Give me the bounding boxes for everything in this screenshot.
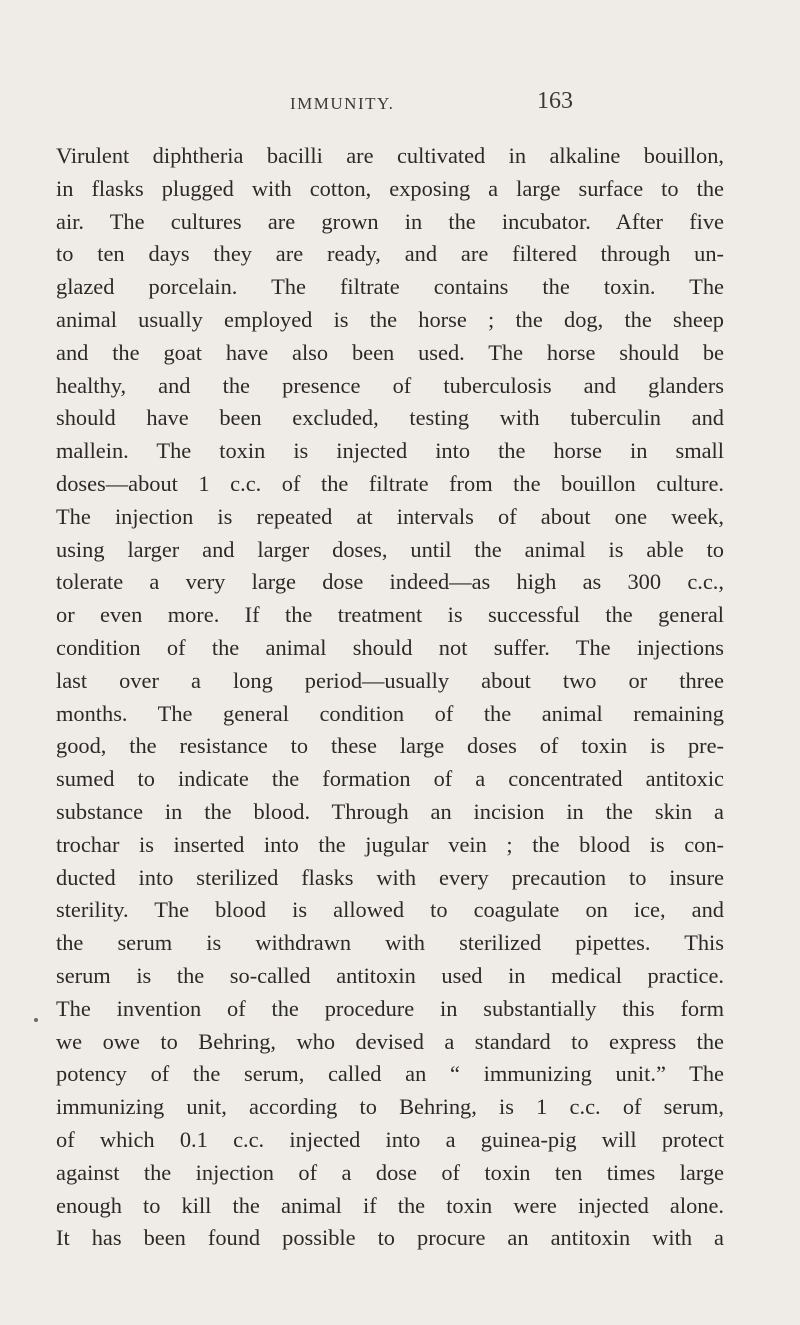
running-title: IMMUNITY. bbox=[290, 94, 395, 113]
text-line: the serum is withdrawn with sterilized pipettes. This bbox=[56, 930, 724, 956]
text-line: we owe to Behring, who devised a standard to express the bbox=[56, 1028, 724, 1054]
text-line: serum is the so-called antitoxin used in medical practice. bbox=[56, 962, 724, 988]
text-line: or even more. If the treatment is successful the general bbox=[56, 602, 724, 628]
text-line: enough to kill the animal if the toxin were injected alone. bbox=[56, 1192, 724, 1218]
text-line: months. The general condition of the animal remaining bbox=[56, 700, 724, 726]
text-line: sterility. The blood is allowed to coagulate on ice, and bbox=[56, 897, 724, 923]
text-line: It has been found possible to procure an antitoxin with a bbox=[56, 1225, 724, 1251]
text-line: trochar is inserted into the jugular vein ; the blood is con- bbox=[56, 831, 724, 857]
text-line: using larger and larger doses, until the animal is able to bbox=[56, 536, 724, 562]
text-line: should have been excluded, testing with tuberculin and bbox=[56, 405, 724, 431]
text-line: ducted into sterilized flasks with every precaution to insure bbox=[56, 864, 724, 890]
text-line: and the goat have also been used. The horse should be bbox=[56, 339, 724, 365]
text-line: good, the resistance to these large doses of toxin is pre- bbox=[56, 733, 724, 759]
running-head bbox=[0, 88, 800, 128]
text-line: to ten days they are ready, and are filtered through un- bbox=[56, 241, 724, 267]
margin-speck bbox=[34, 1018, 38, 1022]
text-line: sumed to indicate the formation of a concentrated antitoxic bbox=[56, 766, 724, 792]
text-line: Virulent diphtheria bacilli are cultivated in alkaline bouillon, bbox=[56, 143, 724, 168]
text-line: immunizing unit, according to Behring, is 1 c.c. of serum, bbox=[56, 1094, 724, 1120]
text-line: tolerate a very large dose indeed—as high as 300 c.c., bbox=[56, 569, 724, 595]
text-line: air. The cultures are grown in the incubator. After five bbox=[56, 208, 724, 234]
text-line: The invention of the procedure in substantially this form bbox=[56, 995, 724, 1021]
text-line: substance in the blood. Through an incision in the skin a bbox=[56, 798, 724, 824]
body-text bbox=[56, 140, 724, 1255]
text-line: against the injection of a dose of toxin ten times large bbox=[56, 1159, 724, 1185]
text-line: The injection is repeated at intervals of about one week, bbox=[56, 503, 724, 529]
text-line: of which 0.1 c.c. injected into a guinea-pig will protect bbox=[56, 1126, 724, 1152]
text-line: mallein. The toxin is injected into the horse in small bbox=[56, 438, 724, 464]
text-line: potency of the serum, called an “ immunizing unit.” The bbox=[56, 1061, 724, 1087]
text-line: animal usually employed is the horse ; the dog, the sheep bbox=[56, 306, 724, 332]
text-line: doses—about 1 c.c. of the filtrate from the bouillon culture. bbox=[56, 470, 724, 496]
text-line: glazed porcelain. The filtrate contains the toxin. The bbox=[56, 274, 724, 300]
text-line: in flasks plugged with cotton, exposing a large surface to the bbox=[56, 175, 724, 201]
text-line: condition of the animal should not suffer. The injections bbox=[56, 634, 724, 660]
page-number: 163 bbox=[537, 88, 573, 114]
text-line: healthy, and the presence of tuberculosis and glanders bbox=[56, 372, 724, 398]
text-line: last over a long period—usually about two or three bbox=[56, 667, 724, 693]
